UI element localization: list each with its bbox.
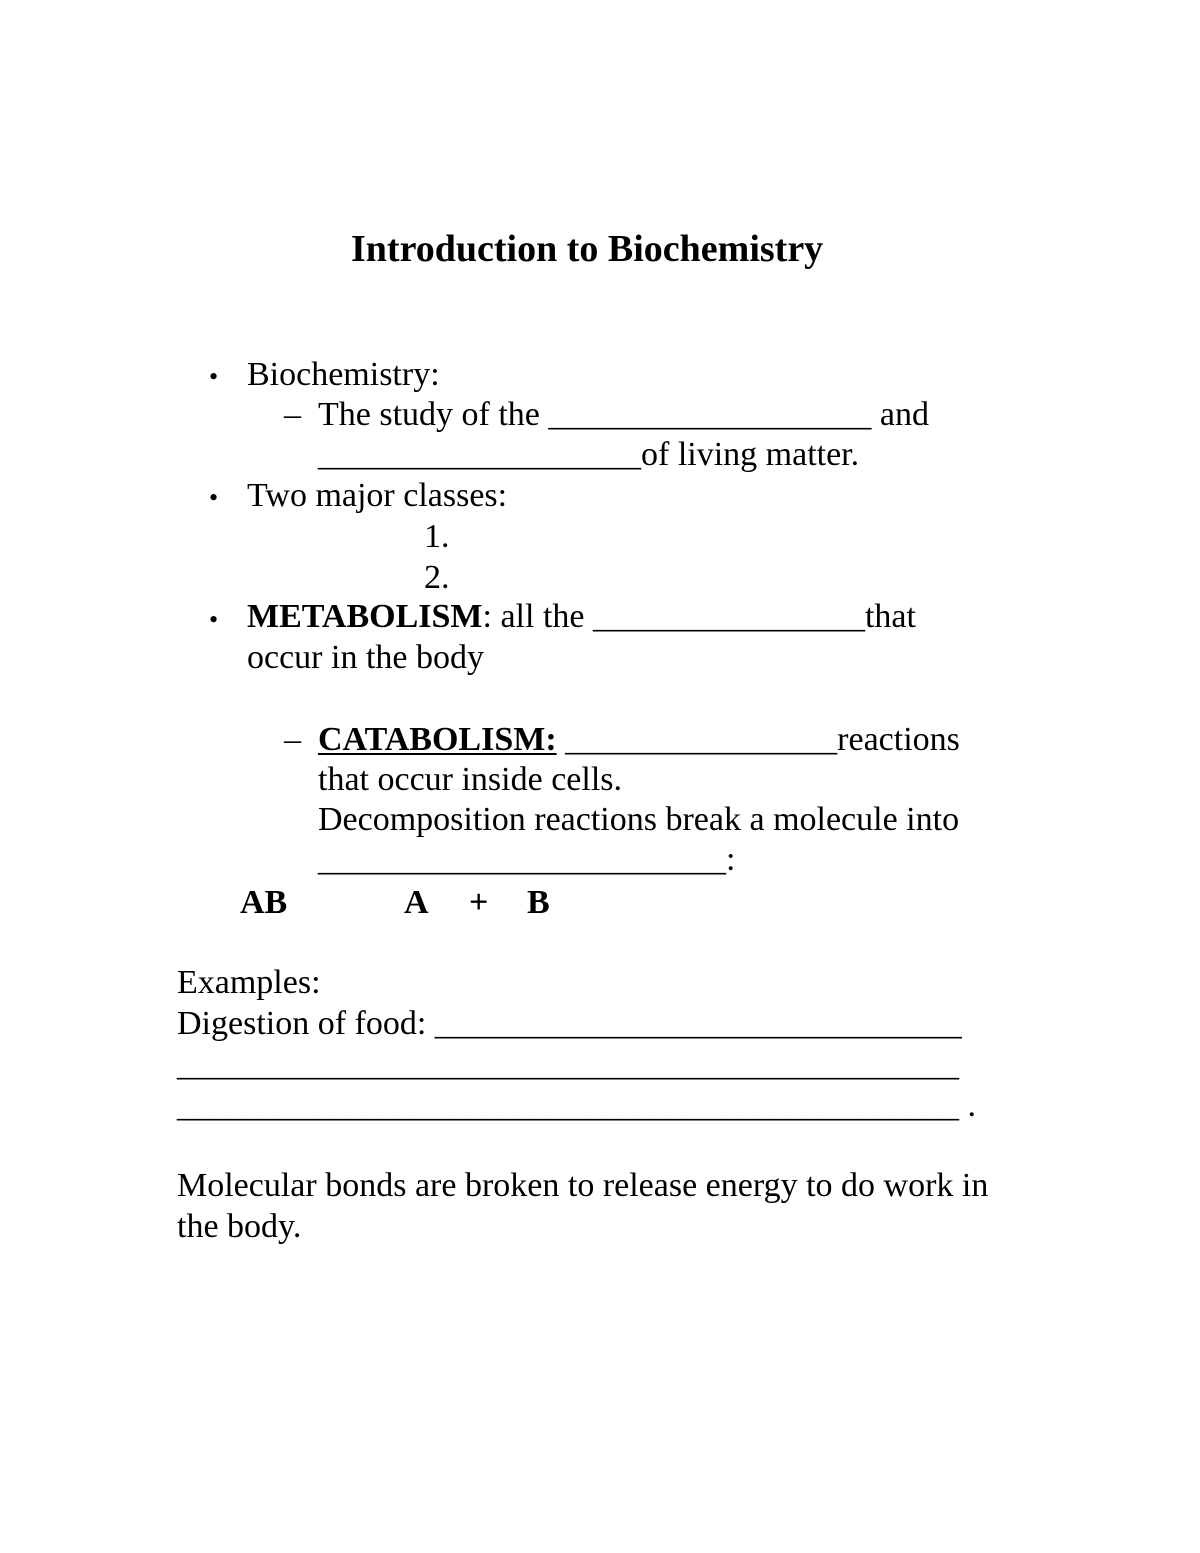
- biochemistry-definition-line1: The study of the ___________________ and: [318, 396, 929, 433]
- catabolism-line4: ________________________:: [318, 841, 736, 878]
- catabolism-term: CATABOLISM:: [318, 721, 557, 758]
- catabolism-line1: [318, 723, 960, 757]
- bullet-marker: •: [209, 605, 219, 634]
- equation-product-a: A: [404, 884, 429, 921]
- metabolism-term: METABOLISM: [247, 598, 483, 635]
- dash-marker: –: [284, 396, 301, 433]
- catabolism-line2: that occur inside cells.: [318, 761, 623, 798]
- biochemistry-definition-line2: ___________________of living matter.: [318, 436, 860, 473]
- examples-blank-line3: ______________________________________________ .: [177, 1087, 976, 1124]
- metabolism-line2: occur in the body: [247, 639, 484, 676]
- catabolism-line3: Decomposition reactions break a molecule into: [318, 801, 960, 838]
- closing-line2: the body.: [177, 1208, 302, 1245]
- examples-label: Examples:: [177, 964, 321, 1001]
- bullet-marker: •: [209, 362, 219, 391]
- page-title: Introduction to Biochemistry: [351, 228, 824, 270]
- equation-plus: +: [469, 884, 489, 921]
- equation-product-b: B: [527, 884, 550, 921]
- examples-blank-line2: ______________________________________________: [177, 1046, 959, 1083]
- biochemistry-label: Biochemistry:: [247, 356, 440, 393]
- closing-line1: Molecular bonds are broken to release energy to do work in: [177, 1167, 989, 1204]
- class-item-2: 2.: [424, 559, 450, 596]
- classes-label: Two major classes:: [247, 477, 508, 514]
- metabolism-line1: [247, 600, 916, 634]
- dash-marker: –: [284, 721, 301, 758]
- equation-reactant: AB: [240, 884, 288, 921]
- catabolism-blank: ________________reactions: [556, 721, 960, 758]
- metabolism-definition: : all the ________________that: [482, 598, 916, 635]
- examples-digestion: Digestion of food: _______________________________: [177, 1005, 962, 1042]
- class-item-1: 1.: [424, 518, 450, 555]
- bullet-marker: •: [209, 483, 219, 512]
